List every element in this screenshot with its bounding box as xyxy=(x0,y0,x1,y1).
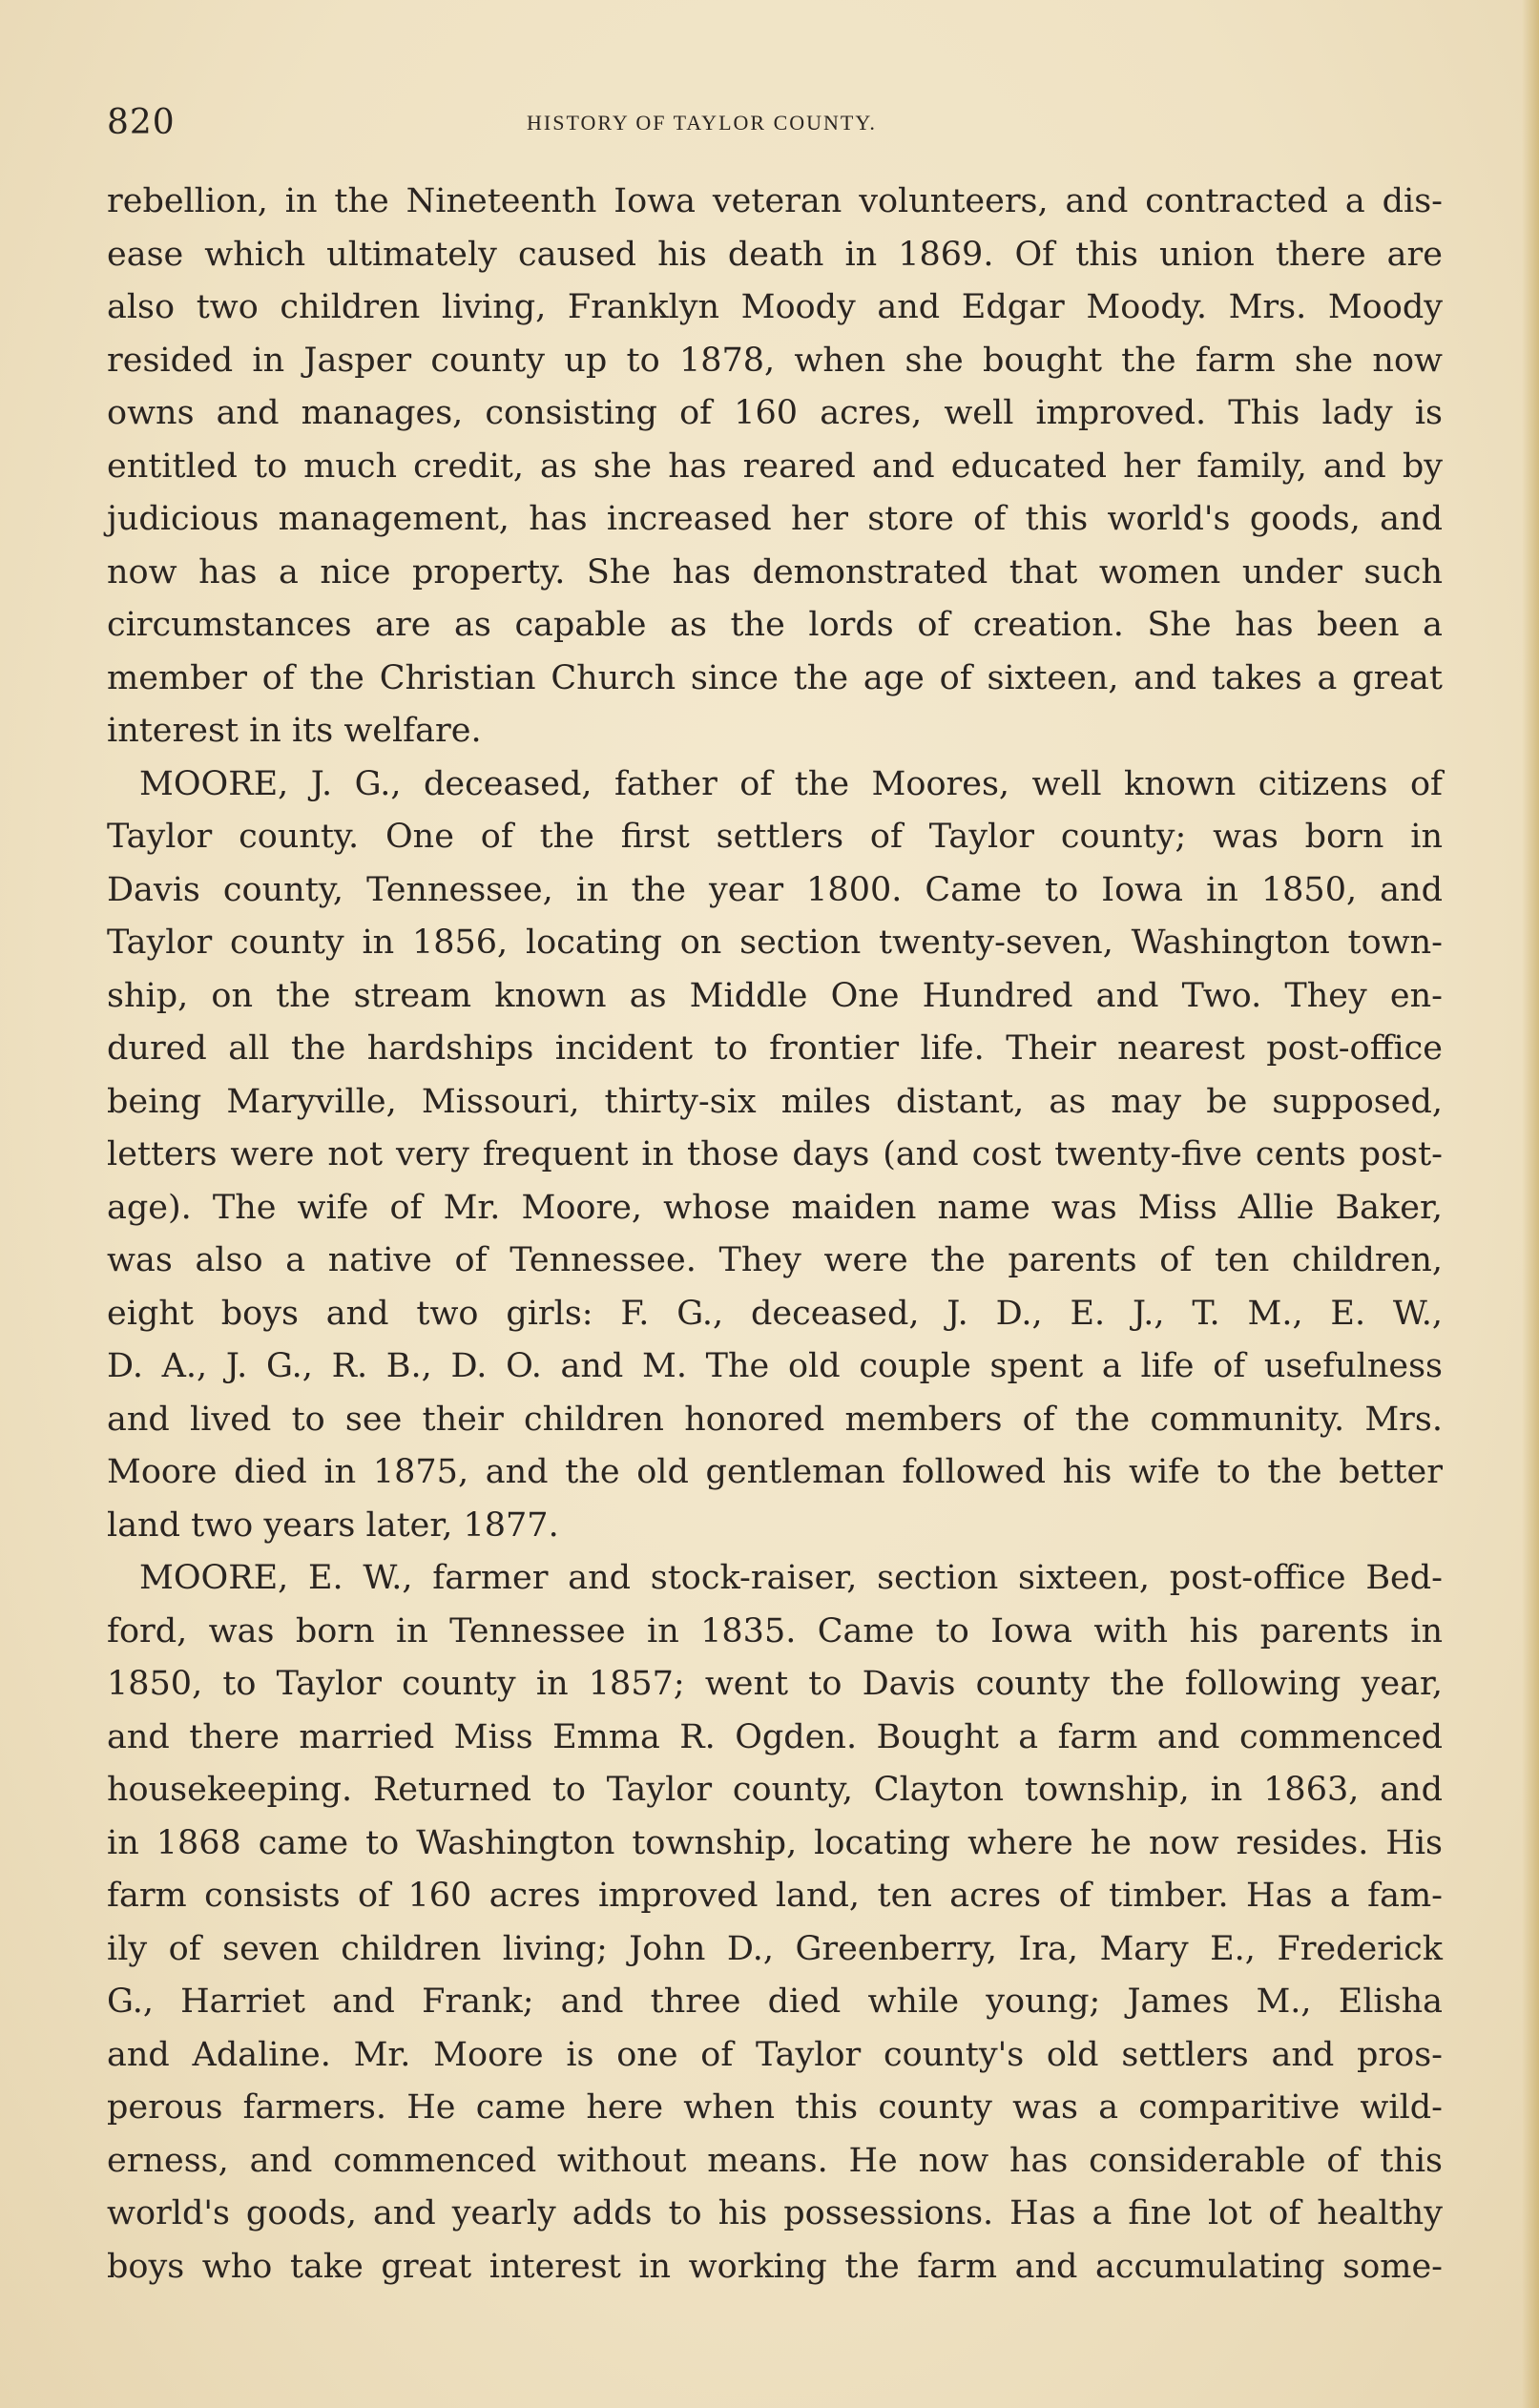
paragraph-moody-continued xyxy=(107,176,1443,758)
text-line: letters were not very frequent in those days (and cost twenty-five cents post- xyxy=(107,1135,1443,1173)
text-line: 1850, to Taylor county in 1857; went to Davis county the following year, xyxy=(107,1665,1443,1703)
text-line: world's goods, and yearly adds to his possessions. Has a fine lot of healthy xyxy=(107,2194,1443,2232)
text-line: G., Harriet and Frank; and three died while young; James M., Elisha xyxy=(107,1982,1443,2021)
text-line: MOORE, E. W., farmer and stock-raiser, section sixteen, post-office Bed- xyxy=(139,1559,1443,1597)
text-line: owns and manages, consisting of 160 acres, well improved. This lady is xyxy=(107,394,1443,432)
text-line: Moore died in 1875, and the old gentleman followed his wife to the better xyxy=(107,1453,1443,1491)
text-line: Taylor county in 1856, locating on section twenty-seven, Washington town- xyxy=(107,924,1443,962)
text-line: now has a nice property. She has demonstrated that women under such xyxy=(107,552,1443,592)
text-line: age). The wife of Mr. Moore, whose maiden name was Miss Allie Baker, xyxy=(107,1188,1443,1227)
text-line: and lived to see their children honored members of the community. Mrs. xyxy=(107,1400,1443,1439)
page-number: 820 xyxy=(107,103,176,142)
text-line: boys who take great interest in working the farm and accumulating some- xyxy=(107,2247,1443,2286)
text-line: land two years later, 1877. xyxy=(107,1505,559,1545)
text-line: ease which ultimately caused his death in 1869. Of this union there are xyxy=(107,235,1443,274)
text-line: being Maryville, Missouri, thirty-six miles distant, as may be supposed, xyxy=(107,1082,1443,1121)
paragraph-moore-ew xyxy=(107,1552,1443,2294)
text-line: ford, was born in Tennessee in 1835. Came to Iowa with his parents in xyxy=(107,1611,1443,1650)
text-line: Taylor county. One of the first settlers of Taylor county; was born in xyxy=(107,818,1443,856)
text-line: in 1868 came to Washington township, locating where he now resides. His xyxy=(107,1823,1443,1862)
text-line: and there married Miss Emma R. Ogden. Bought a farm and commenced xyxy=(107,1717,1443,1756)
text-line: circumstances are as capable as the lords of creation. She has been a xyxy=(107,606,1443,644)
page-edge xyxy=(1522,0,1539,2408)
text-line: interest in its welfare. xyxy=(107,712,482,750)
text-line: MOORE, J. G., deceased, father of the Moores, well known citizens of xyxy=(139,764,1443,803)
text-line: ily of seven children living; John D., Greenberry, Ira, Mary E., Frederick xyxy=(107,1929,1443,1968)
text-line: rebellion, in the Nineteenth Iowa veteran volunteers, and contracted a dis- xyxy=(107,182,1443,220)
text-line: ship, on the stream known as Middle One Hundred and Two. They en- xyxy=(107,976,1443,1015)
running-head xyxy=(107,103,1443,151)
text-body xyxy=(107,176,1443,2294)
text-line: erness, and commenced without means. He now has considerable of this xyxy=(107,2141,1443,2180)
text-line: dured all the hardships incident to frontier life. Their nearest post-office xyxy=(107,1029,1443,1068)
paragraph-moore-jg xyxy=(107,758,1443,1553)
text-line: Davis county, Tennessee, in the year 1800. Came to Iowa in 1850, and xyxy=(107,870,1443,909)
text-line: member of the Christian Church since the age of sixteen, and takes a great xyxy=(107,658,1443,697)
text-line: was also a native of Tennessee. They were the parents of ten children, xyxy=(107,1241,1443,1279)
text-line: entitled to much credit, as she has reared and educated her family, and by xyxy=(107,446,1443,486)
text-line: perous farmers. He came here when this county was a comparitive wild- xyxy=(107,2088,1443,2127)
text-line: D. A., J. G., R. B., D. O. and M. The old couple spent a life of usefulness xyxy=(107,1347,1443,1385)
running-title: HISTORY OF TAYLOR COUNTY. xyxy=(527,111,877,135)
text-line: and Adaline. Mr. Moore is one of Taylor county's old settlers and pros- xyxy=(107,2035,1443,2074)
text-line: resided in Jasper county up to 1878, when she bought the farm she now xyxy=(107,341,1443,380)
text-line: housekeeping. Returned to Taylor county, Clayton township, in 1863, and xyxy=(107,1771,1443,1809)
text-line: judicious management, has increased her store of this world's goods, and xyxy=(107,500,1443,538)
text-line: also two children living, Franklyn Moody and Edgar Moody. Mrs. Moody xyxy=(107,288,1443,326)
text-line: eight boys and two girls: F. G., deceased, J. D., E. J., T. M., E. W., xyxy=(107,1294,1443,1333)
text-line: farm consists of 160 acres improved land, ten acres of timber. Has a fam- xyxy=(107,1877,1443,1915)
